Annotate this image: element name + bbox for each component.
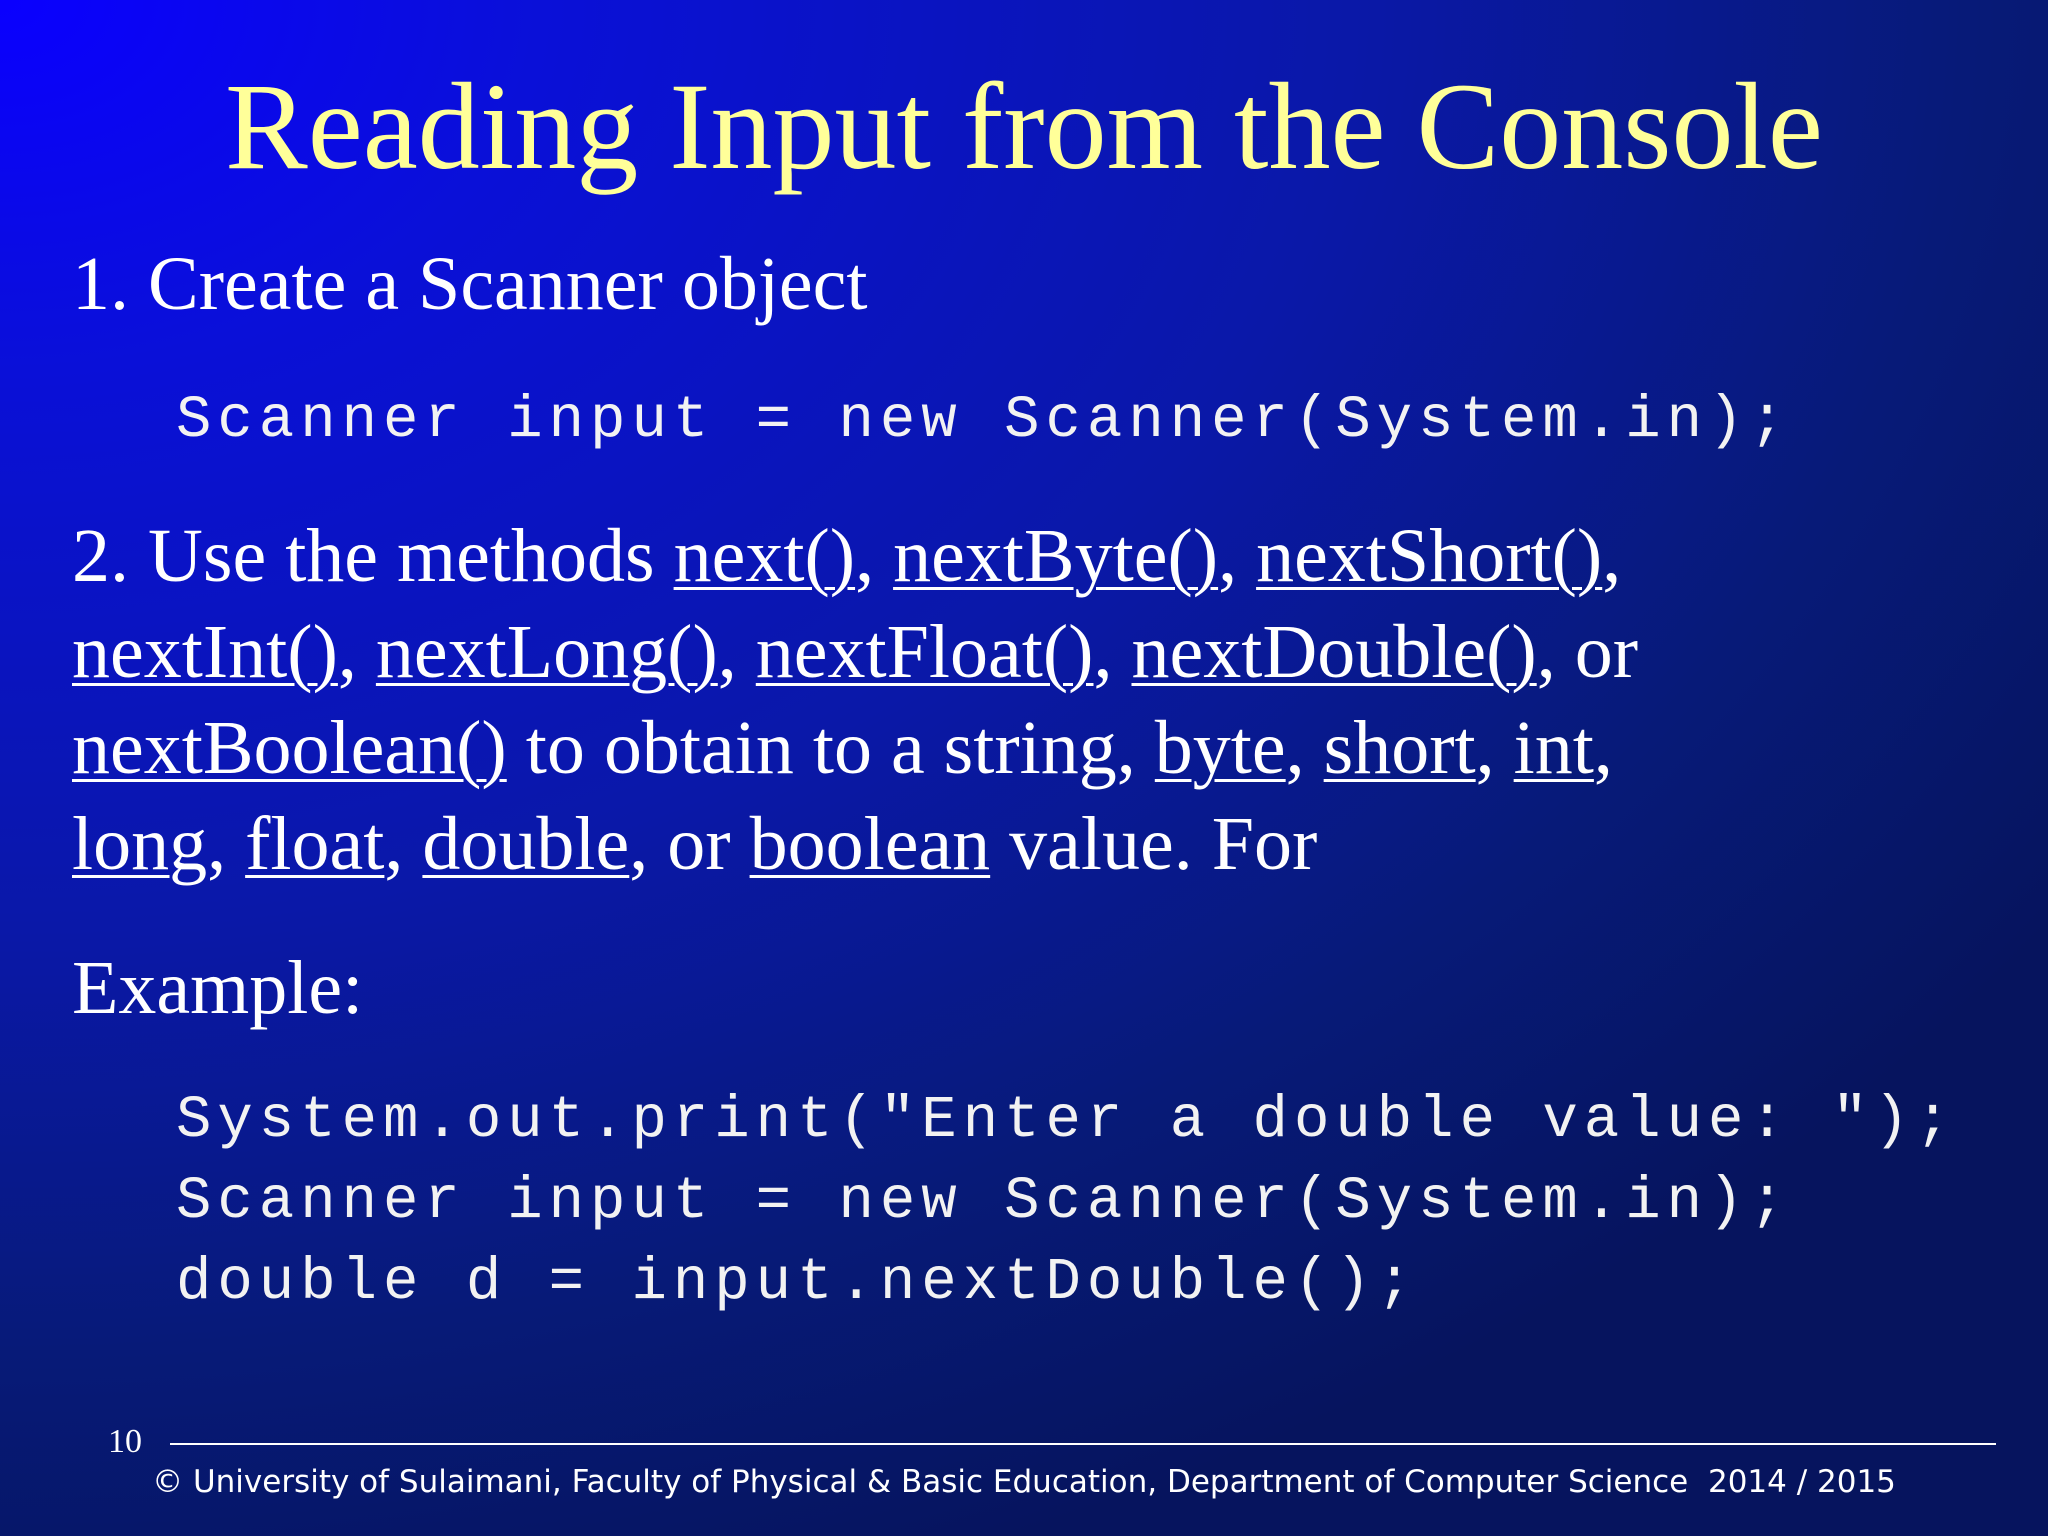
step-2-intro-text: 2. Use the methods [72,514,674,598]
link-boolean[interactable]: boolean [749,802,991,886]
separator: , [207,802,246,886]
link-long[interactable]: long [72,802,208,886]
separator: , [717,610,756,694]
separator: , [1593,706,1613,790]
link-nextshort[interactable]: nextShort() [1256,514,1603,598]
separator: , [1285,706,1324,790]
link-nextlong[interactable]: nextLong() [375,610,718,694]
link-double[interactable]: double [422,802,630,886]
example-code-line-1: System.out.print("Enter a double value: "); [176,1087,1957,1154]
obtain-text: to obtain to a string, [506,706,1155,790]
footer-copyright: © University of Sulaimani, Faculty of Physical & Basic Education, Department of Computer Science 2014 / 2015 [152,1464,1896,1500]
separator-or: , or [629,802,750,886]
separator: , [1218,514,1257,598]
separator: , [1602,514,1622,598]
step-2-line-2 [72,604,1972,700]
link-short[interactable]: short [1323,706,1476,790]
slide-title: Reading Input from the Console [225,58,1823,195]
separator-or: , or [1536,610,1638,694]
link-nextdouble[interactable]: nextDouble() [1131,610,1537,694]
example-code-line-2: Scanner input = new Scanner(System.in); [176,1168,1791,1235]
link-nextint[interactable]: nextInt() [72,610,338,694]
step-2-paragraph [72,508,1972,892]
step-2-line-1 [72,508,1972,604]
link-byte[interactable]: byte [1154,706,1286,790]
step-2-line-3 [72,700,1972,796]
separator: , [855,514,894,598]
separator: , [1093,610,1132,694]
separator: , [384,802,423,886]
link-next[interactable]: next() [673,514,856,598]
code-create-scanner: Scanner input = new Scanner(System.in); [176,387,1791,454]
separator: , [337,610,376,694]
link-nextboolean[interactable]: nextBoolean() [72,706,507,790]
slide-number: 10 [108,1423,142,1460]
link-float[interactable]: float [245,802,385,886]
separator: , [1475,706,1514,790]
example-code-line-3: double d = input.nextDouble(); [176,1249,1419,1316]
footer-divider [170,1443,1996,1445]
example-label: Example: [72,946,364,1030]
value-for-text: value. For [990,802,1318,886]
link-nextfloat[interactable]: nextFloat() [755,610,1094,694]
step-1-heading: 1. Create a Scanner object [72,242,868,326]
step-2-line-4 [72,796,1972,892]
link-int[interactable]: int [1513,706,1594,790]
link-nextbyte[interactable]: nextByte() [893,514,1219,598]
